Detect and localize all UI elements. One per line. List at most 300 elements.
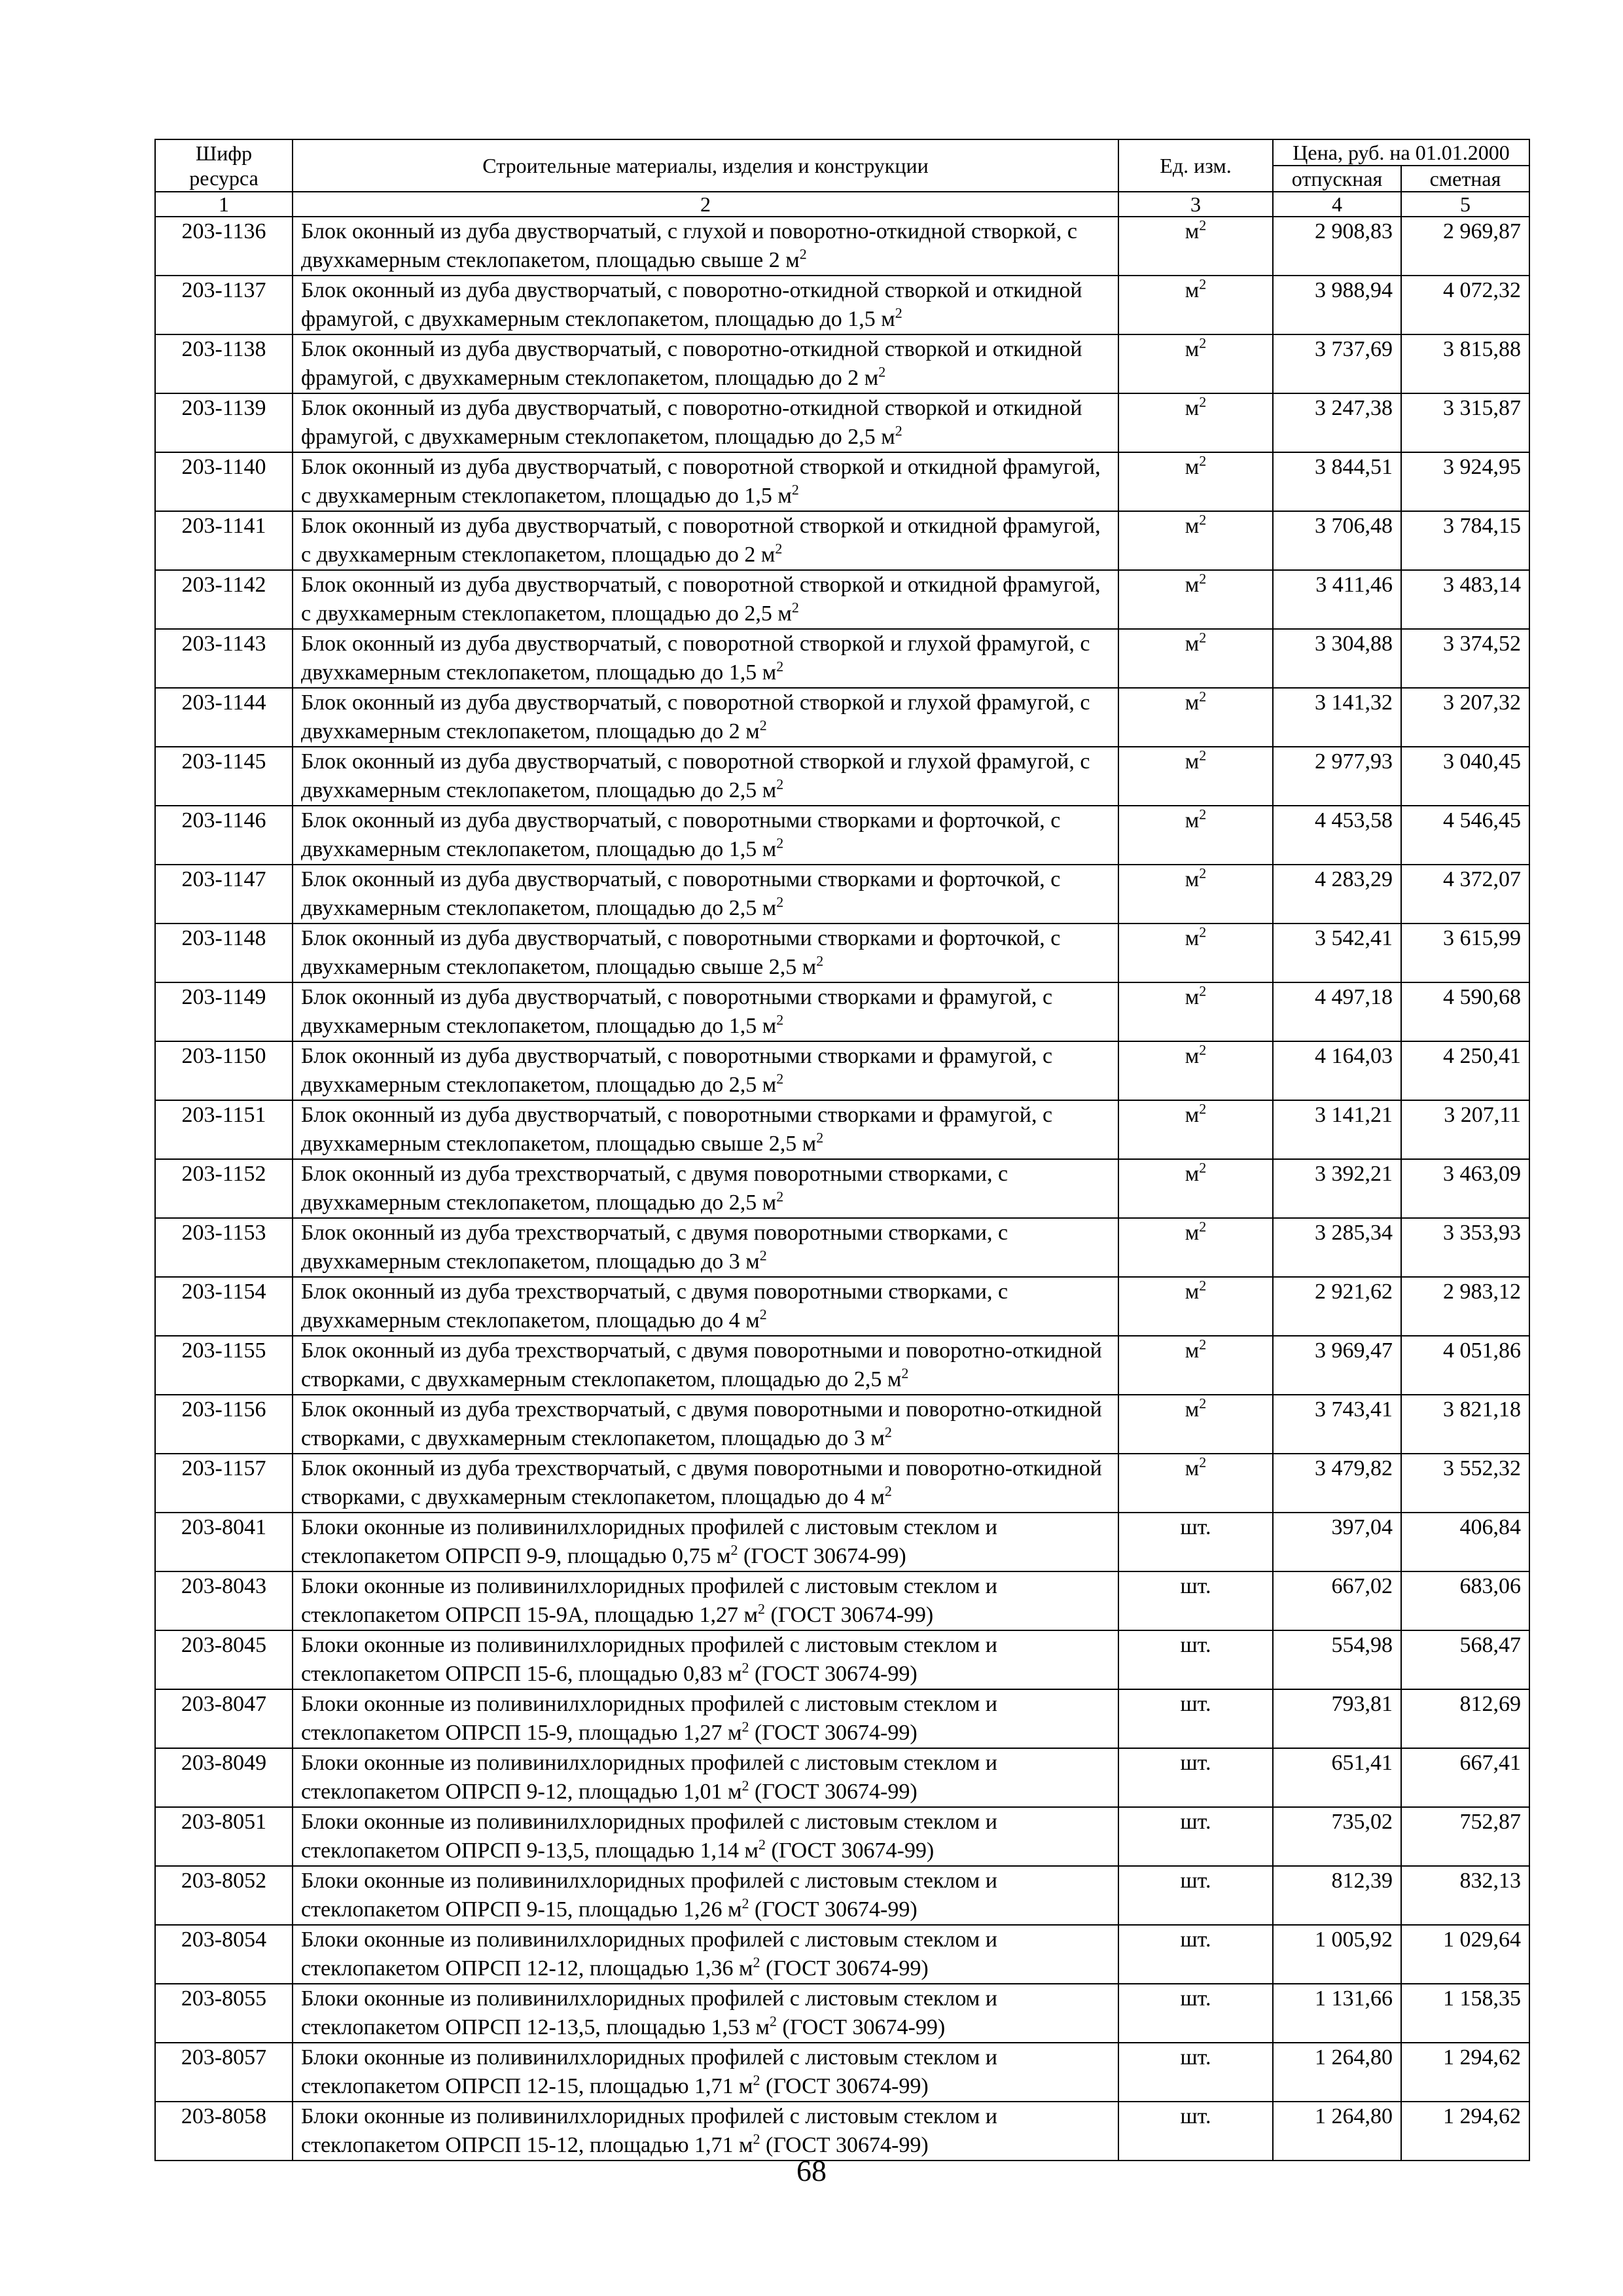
column-number: 2 (293, 192, 1118, 217)
unit-text: м (1185, 455, 1200, 479)
table-row (155, 217, 1529, 276)
material-description (293, 393, 1118, 452)
release-price: 3 479,82 (1273, 1454, 1401, 1513)
description-text: Блок оконный из дуба двустворчатый, с поворотными створками и форточкой, с двухкамерным стеклопакетом, площадью до 1,5 м (301, 808, 1061, 861)
estimate-price: 3 784,15 (1401, 511, 1529, 570)
unit-of-measure (1118, 1218, 1273, 1277)
description-superscript: 2 (730, 1541, 738, 1558)
unit-text: м (1185, 396, 1200, 420)
material-description (293, 511, 1118, 570)
unit-of-measure (1118, 1866, 1273, 1925)
header-name: Строительные материалы, изделия и конструкции (293, 139, 1118, 192)
estimate-price: 4 372,07 (1401, 865, 1529, 924)
table-row (155, 688, 1529, 747)
resource-code: 203-1141 (155, 511, 293, 570)
resource-code: 203-8049 (155, 1748, 293, 1807)
unit-text: м (1185, 1162, 1200, 1186)
table-row (155, 982, 1529, 1041)
description-tail: (ГОСТ 30674-99) (760, 2074, 929, 2098)
material-description (293, 1454, 1118, 1513)
estimate-price: 3 207,11 (1401, 1100, 1529, 1159)
unit-text: м (1185, 691, 1200, 715)
release-price: 4 283,29 (1273, 865, 1401, 924)
description-text: Блок оконный из дуба трехстворчатый, с двумя поворотными створками, с двухкамерным стеклопакетом, площадью до 2,5 м (301, 1162, 1008, 1215)
unit-superscript: 2 (1199, 1336, 1207, 1353)
page-number: 68 (796, 2154, 827, 2187)
unit-of-measure (1118, 1277, 1273, 1336)
unit-superscript: 2 (1199, 217, 1207, 234)
resource-code: 203-8045 (155, 1630, 293, 1689)
release-price: 4 164,03 (1273, 1041, 1401, 1100)
release-price: 3 392,21 (1273, 1159, 1401, 1218)
estimate-price: 3 552,32 (1401, 1454, 1529, 1513)
unit-text: шт. (1180, 2104, 1211, 2128)
estimate-price: 4 072,32 (1401, 276, 1529, 334)
resource-code: 203-8058 (155, 2102, 293, 2161)
estimate-price: 832,13 (1401, 1866, 1529, 1925)
estimate-price: 1 294,62 (1401, 2043, 1529, 2102)
estimate-price: 3 924,95 (1401, 452, 1529, 511)
resource-code: 203-1142 (155, 570, 293, 629)
estimate-price: 1 294,62 (1401, 2102, 1529, 2161)
estimate-price: 3 463,09 (1401, 1159, 1529, 1218)
unit-text: шт. (1180, 1515, 1211, 1539)
unit-superscript: 2 (1199, 747, 1207, 764)
unit-superscript: 2 (1199, 688, 1207, 705)
description-superscript: 2 (741, 1718, 749, 1735)
estimate-price: 667,41 (1401, 1748, 1529, 1807)
unit-text: шт. (1180, 1869, 1211, 1893)
estimate-price: 3 615,99 (1401, 924, 1529, 982)
description-superscript: 2 (776, 776, 784, 793)
header-price: Цена, руб. на 01.01.2000 (1273, 139, 1529, 166)
unit-of-measure (1118, 2043, 1273, 2102)
unit-text: м (1185, 867, 1200, 891)
unit-of-measure (1118, 2102, 1273, 2161)
material-description (293, 1689, 1118, 1748)
table-row (155, 1041, 1529, 1100)
unit-of-measure (1118, 1984, 1273, 2043)
unit-of-measure (1118, 1513, 1273, 1571)
unit-text: м (1185, 1456, 1200, 1480)
description-tail: (ГОСТ 30674-99) (749, 1897, 918, 1922)
description-superscript: 2 (776, 1188, 784, 1205)
unit-of-measure (1118, 982, 1273, 1041)
table-row (155, 1630, 1529, 1689)
unit-superscript: 2 (1199, 276, 1207, 293)
unit-text: шт. (1180, 2045, 1211, 2070)
estimate-price: 3 353,93 (1401, 1218, 1529, 1277)
material-description (293, 688, 1118, 747)
unit-of-measure (1118, 511, 1273, 570)
release-price: 3 706,48 (1273, 511, 1401, 570)
material-description (293, 334, 1118, 393)
unit-of-measure (1118, 1571, 1273, 1630)
description-tail: (ГОСТ 30674-99) (760, 2133, 929, 2157)
table-row (155, 629, 1529, 688)
resource-code: 203-1136 (155, 217, 293, 276)
unit-superscript: 2 (1199, 806, 1207, 823)
release-price: 3 285,34 (1273, 1218, 1401, 1277)
unit-superscript: 2 (1199, 511, 1207, 528)
description-superscript: 2 (776, 1011, 784, 1028)
unit-of-measure (1118, 629, 1273, 688)
estimate-price: 1 158,35 (1401, 1984, 1529, 2043)
unit-text: шт. (1180, 1574, 1211, 1598)
estimate-price: 3 374,52 (1401, 629, 1529, 688)
unit-of-measure (1118, 688, 1273, 747)
table-row (155, 511, 1529, 570)
description-text: Блок оконный из дуба двустворчатый, с поворотными створками и форточкой, с двухкамерным стеклопакетом, площадью свыше 2,5 м (301, 926, 1061, 979)
unit-of-measure (1118, 334, 1273, 393)
unit-superscript: 2 (1199, 393, 1207, 410)
unit-superscript: 2 (1199, 1277, 1207, 1294)
resource-code: 203-1139 (155, 393, 293, 452)
estimate-price: 3 040,45 (1401, 747, 1529, 806)
table-body (155, 217, 1529, 2161)
unit-of-measure (1118, 393, 1273, 452)
material-description (293, 452, 1118, 511)
table-row (155, 1513, 1529, 1571)
table-row (155, 1159, 1529, 1218)
table-row (155, 1689, 1529, 1748)
resource-code: 203-1156 (155, 1395, 293, 1454)
resource-code: 203-1148 (155, 924, 293, 982)
estimate-price: 2 983,12 (1401, 1277, 1529, 1336)
unit-superscript: 2 (1199, 865, 1207, 882)
description-text: Блок оконный из дуба трехстворчатый, с двумя поворотными и поворотно-откидной створками, с двухкамерным стеклопакетом, площадью до 3 м (301, 1397, 1102, 1450)
table-header (155, 139, 1529, 217)
resource-code: 203-8043 (155, 1571, 293, 1630)
description-text: Блок оконный из дуба двустворчатый, с поворотными створками и фрамугой, с двухкамерным стеклопакетом, площадью свыше 2,5 м (301, 1103, 1053, 1156)
description-superscript: 2 (799, 245, 807, 262)
release-price: 4 453,58 (1273, 806, 1401, 865)
material-description (293, 217, 1118, 276)
unit-of-measure (1118, 865, 1273, 924)
unit-of-measure (1118, 1630, 1273, 1689)
description-text: Блоки оконные из поливинилхлоридных профилей с листовым стеклом и стеклопакетом ОПРСП 12-13,5, площадью 1,53 м (301, 1986, 997, 2039)
unit-text: м (1185, 219, 1200, 243)
material-description (293, 1630, 1118, 1689)
release-price: 3 743,41 (1273, 1395, 1401, 1454)
description-superscript: 2 (776, 893, 784, 910)
unit-text: м (1185, 926, 1200, 950)
description-text: Блоки оконные из поливинилхлоридных профилей с листовым стеклом и стеклопакетом ОПРСП 9-12, площадью 1,01 м (301, 1751, 997, 1804)
description-text: Блок оконный из дуба двустворчатый, с поворотно-откидной створкой и откидной фрамугой, с двухкамерным стеклопакетом, площадью до 2 м (301, 337, 1082, 390)
table-row (155, 1454, 1529, 1513)
unit-text: м (1185, 749, 1200, 774)
unit-of-measure (1118, 1689, 1273, 1748)
unit-of-measure (1118, 217, 1273, 276)
description-superscript: 2 (776, 1070, 784, 1087)
description-text: Блоки оконные из поливинилхлоридных профилей с листовым стеклом и стеклопакетом ОПРСП 15-9, площадью 1,27 м (301, 1692, 997, 1745)
unit-text: м (1185, 1397, 1200, 1422)
description-superscript: 2 (816, 1129, 824, 1146)
description-tail: (ГОСТ 30674-99) (766, 1839, 935, 1863)
unit-text: м (1185, 985, 1200, 1009)
resource-code: 203-1157 (155, 1454, 293, 1513)
resource-code: 203-1149 (155, 982, 293, 1041)
header-unit: Ед. изм. (1118, 139, 1273, 192)
unit-text: м (1185, 808, 1200, 833)
description-superscript: 2 (753, 2130, 760, 2147)
estimate-price: 406,84 (1401, 1513, 1529, 1571)
release-price: 812,39 (1273, 1866, 1401, 1925)
table-row (155, 1807, 1529, 1866)
unit-of-measure (1118, 1454, 1273, 1513)
resource-code: 203-1140 (155, 452, 293, 511)
release-price: 2 908,83 (1273, 217, 1401, 276)
description-text: Блоки оконные из поливинилхлоридных профилей с листовым стеклом и стеклопакетом ОПРСП 9-9, площадью 0,75 м (301, 1515, 997, 1568)
table-row (155, 1277, 1529, 1336)
resource-code: 203-8051 (155, 1807, 293, 1866)
estimate-price: 752,87 (1401, 1807, 1529, 1866)
estimate-price: 4 590,68 (1401, 982, 1529, 1041)
resource-code: 203-1153 (155, 1218, 293, 1277)
resource-code: 203-1143 (155, 629, 293, 688)
material-description (293, 1041, 1118, 1100)
table-row (155, 865, 1529, 924)
unit-text: м (1185, 1044, 1200, 1068)
release-price: 3 411,46 (1273, 570, 1401, 629)
unit-of-measure (1118, 1159, 1273, 1218)
release-price: 554,98 (1273, 1630, 1401, 1689)
estimate-price: 3 821,18 (1401, 1395, 1529, 1454)
unit-of-measure (1118, 1395, 1273, 1454)
material-description (293, 1159, 1118, 1218)
description-tail: (ГОСТ 30674-99) (765, 1603, 934, 1627)
unit-text: м (1185, 337, 1200, 361)
release-price: 667,02 (1273, 1571, 1401, 1630)
table-row (155, 1866, 1529, 1925)
estimate-price: 812,69 (1401, 1689, 1529, 1748)
material-description (293, 1395, 1118, 1454)
table-row (155, 1336, 1529, 1395)
release-price: 3 247,38 (1273, 393, 1401, 452)
unit-text: м (1185, 514, 1200, 538)
description-superscript: 2 (741, 1777, 749, 1794)
description-text: Блоки оконные из поливинилхлоридных профилей с листовым стеклом и стеклопакетом ОПРСП 12-15, площадью 1,71 м (301, 2045, 997, 2098)
release-price: 397,04 (1273, 1513, 1401, 1571)
description-superscript: 2 (895, 304, 902, 321)
description-text: Блок оконный из дуба двустворчатый, с поворотно-откидной створкой и откидной фрамугой, с двухкамерным стеклопакетом, площадью до 1,5 м (301, 278, 1082, 331)
material-description (293, 570, 1118, 629)
unit-text: м (1185, 1280, 1200, 1304)
release-price: 3 141,21 (1273, 1100, 1401, 1159)
description-tail: (ГОСТ 30674-99) (749, 1780, 918, 1804)
unit-text: шт. (1180, 1986, 1211, 2011)
header-code: Шифр ресурса (155, 139, 293, 192)
description-superscript: 2 (884, 1424, 892, 1441)
table-row (155, 806, 1529, 865)
unit-of-measure (1118, 747, 1273, 806)
description-tail: (ГОСТ 30674-99) (749, 1721, 918, 1745)
description-text: Блок оконный из дуба двустворчатый, с поворотной створкой и откидной фрамугой, с двухкамерным стеклопакетом, площадью до 1,5 м (301, 455, 1101, 508)
resource-code: 203-1151 (155, 1100, 293, 1159)
estimate-price: 683,06 (1401, 1571, 1529, 1630)
description-tail: (ГОСТ 30674-99) (760, 1956, 929, 1981)
header-price-estimate: сметная (1401, 166, 1529, 192)
material-description (293, 1336, 1118, 1395)
description-superscript: 2 (895, 422, 902, 439)
material-description (293, 2043, 1118, 2102)
unit-text: м (1185, 1221, 1200, 1245)
material-description (293, 747, 1118, 806)
estimate-price: 568,47 (1401, 1630, 1529, 1689)
description-tail: (ГОСТ 30674-99) (738, 1544, 906, 1568)
unit-superscript: 2 (1199, 452, 1207, 469)
resource-code: 203-8041 (155, 1513, 293, 1571)
unit-superscript: 2 (1199, 1100, 1207, 1117)
description-superscript: 2 (758, 1836, 766, 1853)
material-description (293, 1513, 1118, 1571)
unit-text: шт. (1180, 1928, 1211, 1952)
unit-of-measure (1118, 806, 1273, 865)
resource-code: 203-1147 (155, 865, 293, 924)
material-description (293, 1925, 1118, 1984)
release-price: 2 977,93 (1273, 747, 1401, 806)
description-superscript: 2 (759, 1306, 767, 1323)
estimate-price: 1 029,64 (1401, 1925, 1529, 1984)
unit-text: м (1185, 632, 1200, 656)
description-text: Блоки оконные из поливинилхлоридных профилей с листовым стеклом и стеклопакетом ОПРСП 15-6, площадью 0,83 м (301, 1633, 997, 1686)
material-description (293, 1571, 1118, 1630)
resource-code: 203-8057 (155, 2043, 293, 2102)
unit-superscript: 2 (1199, 570, 1207, 587)
unit-of-measure (1118, 1807, 1273, 1866)
unit-of-measure (1118, 452, 1273, 511)
column-number: 1 (155, 192, 293, 217)
resource-code: 203-1145 (155, 747, 293, 806)
material-description (293, 924, 1118, 982)
column-number: 3 (1118, 192, 1273, 217)
unit-superscript: 2 (1199, 1041, 1207, 1058)
description-superscript: 2 (901, 1365, 909, 1382)
unit-of-measure (1118, 1748, 1273, 1807)
release-price: 3 988,94 (1273, 276, 1401, 334)
estimate-price: 3 315,87 (1401, 393, 1529, 452)
resource-code: 203-1152 (155, 1159, 293, 1218)
unit-of-measure (1118, 570, 1273, 629)
resource-code: 203-8055 (155, 1984, 293, 2043)
resource-code: 203-1155 (155, 1336, 293, 1395)
resource-code: 203-1146 (155, 806, 293, 865)
description-text: Блок оконный из дуба двустворчатый, с поворотной створкой и глухой фрамугой, с двухкамерным стеклопакетом, площадью до 1,5 м (301, 632, 1090, 685)
table-row (155, 747, 1529, 806)
description-superscript: 2 (816, 952, 824, 969)
resource-code: 203-1137 (155, 276, 293, 334)
unit-text: шт. (1180, 1692, 1211, 1716)
unit-of-measure (1118, 924, 1273, 982)
table-row (155, 334, 1529, 393)
description-text: Блоки оконные из поливинилхлоридных профилей с листовым стеклом и стеклопакетом ОПРСП 9-15, площадью 1,26 м (301, 1869, 997, 1922)
table-row (155, 1925, 1529, 1984)
estimate-price: 4 250,41 (1401, 1041, 1529, 1100)
table-row (155, 1984, 1529, 2043)
table-row (155, 1100, 1529, 1159)
unit-of-measure (1118, 1041, 1273, 1100)
estimate-price: 3 815,88 (1401, 334, 1529, 393)
description-text: Блок оконный из дуба двустворчатый, с поворотной створкой и глухой фрамугой, с двухкамерным стеклопакетом, площадью до 2,5 м (301, 749, 1090, 802)
description-text: Блоки оконные из поливинилхлоридных профилей с листовым стеклом и стеклопакетом ОПРСП 9-13,5, площадью 1,14 м (301, 1810, 997, 1863)
unit-text: м (1185, 573, 1200, 597)
unit-text: шт. (1180, 1810, 1211, 1834)
table-row (155, 1571, 1529, 1630)
resource-code: 203-8054 (155, 1925, 293, 1984)
release-price: 1 264,80 (1273, 2102, 1401, 2161)
description-superscript: 2 (878, 363, 886, 380)
release-price: 3 141,32 (1273, 688, 1401, 747)
resource-code: 203-8047 (155, 1689, 293, 1748)
release-price: 1 131,66 (1273, 1984, 1401, 2043)
unit-text: шт. (1180, 1751, 1211, 1775)
estimate-price: 3 207,32 (1401, 688, 1529, 747)
unit-superscript: 2 (1199, 1159, 1207, 1176)
estimate-price: 2 969,87 (1401, 217, 1529, 276)
description-superscript: 2 (741, 1659, 749, 1676)
table-row (155, 276, 1529, 334)
material-description (293, 1100, 1118, 1159)
unit-superscript: 2 (1199, 1395, 1207, 1412)
release-price: 3 304,88 (1273, 629, 1401, 688)
unit-of-measure (1118, 1100, 1273, 1159)
table-row (155, 2043, 1529, 2102)
unit-of-measure (1118, 1336, 1273, 1395)
material-description (293, 982, 1118, 1041)
resource-code: 203-1150 (155, 1041, 293, 1100)
description-text: Блок оконный из дуба двустворчатый, с поворотными створками и фрамугой, с двухкамерным стеклопакетом, площадью до 1,5 м (301, 985, 1053, 1038)
release-price: 651,41 (1273, 1748, 1401, 1807)
resource-code: 203-1138 (155, 334, 293, 393)
description-superscript: 2 (753, 2072, 760, 2089)
release-price: 793,81 (1273, 1689, 1401, 1748)
material-description (293, 1984, 1118, 2043)
description-tail: (ГОСТ 30674-99) (749, 1662, 918, 1686)
unit-text: м (1185, 278, 1200, 302)
table-row (155, 452, 1529, 511)
material-description (293, 1748, 1118, 1807)
unit-superscript: 2 (1199, 1454, 1207, 1471)
description-text: Блоки оконные из поливинилхлоридных профилей с листовым стеклом и стеклопакетом ОПРСП 15-12, площадью 1,71 м (301, 2104, 997, 2157)
column-number: 5 (1401, 192, 1529, 217)
table-row (155, 1395, 1529, 1454)
description-text: Блок оконный из дуба двустворчатый, с поворотно-откидной створкой и откидной фрамугой, с двухкамерным стеклопакетом, площадью до 2,5 м (301, 396, 1082, 449)
unit-superscript: 2 (1199, 1218, 1207, 1235)
description-superscript: 2 (884, 1482, 892, 1499)
material-description (293, 865, 1118, 924)
unit-text: шт. (1180, 1633, 1211, 1657)
estimate-price: 3 483,14 (1401, 570, 1529, 629)
release-price: 1 005,92 (1273, 1925, 1401, 1984)
description-superscript: 2 (770, 2013, 777, 2030)
unit-of-measure (1118, 1925, 1273, 1984)
release-price: 735,02 (1273, 1807, 1401, 1866)
description-text: Блок оконный из дуба трехстворчатый, с двумя поворотными створками, с двухкамерным стеклопакетом, площадью до 4 м (301, 1280, 1008, 1333)
unit-superscript: 2 (1199, 629, 1207, 646)
description-superscript: 2 (741, 1895, 749, 1912)
description-text: Блок оконный из дуба трехстворчатый, с двумя поворотными и поворотно-откидной створками, с двухкамерным стеклопакетом, площадью до 2,5 м (301, 1338, 1102, 1391)
release-price: 3 737,69 (1273, 334, 1401, 393)
table-row (155, 570, 1529, 629)
table-row (155, 2102, 1529, 2161)
release-price: 3 844,51 (1273, 452, 1401, 511)
material-description (293, 276, 1118, 334)
description-superscript: 2 (776, 834, 784, 852)
material-description (293, 2102, 1118, 2161)
table-row (155, 924, 1529, 982)
description-tail: (ГОСТ 30674-99) (777, 2015, 946, 2039)
description-superscript: 2 (759, 717, 767, 734)
